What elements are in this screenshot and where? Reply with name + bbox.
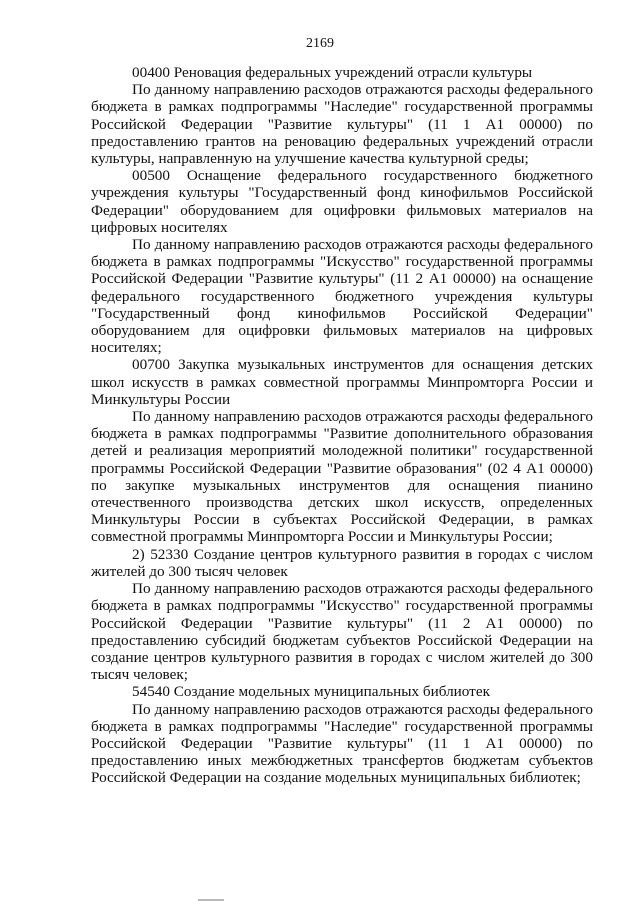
paragraph-00700-heading: 00700 Закупка музыкальных инструментов для оснащения детских школ искусств в рамках совместной программы Минпромторга России и Минкультуры России	[91, 356, 593, 408]
paragraph-00400-heading: 00400 Реновация федеральных учреждений отрасли культуры	[132, 64, 533, 81]
paragraph-52330-heading: 2) 52330 Создание центров культурного развития в городах с числом жителей до 300 тысяч человек	[91, 545, 593, 580]
paragraph-54540-description: По данному направлению расходов отражаются расходы федерального бюджета в рамках подпрограммы "Наследие" государственной программы Российской Федерации "Развитие культуры" (11 1 А1 00000) по предоставлению иных межбюджетных трансфертов бюджетам субъектов Российской Федерации на создание модельных муниципальных библиотек;	[91, 700, 593, 787]
paragraph-00700-description: По данному направлению расходов отражаются расходы федерального бюджета в рамках подпрограммы "Развитие дополнительного образования детей и реализация мероприятий молодежной политики" государственной программы Российской Федерации "Развитие образования" (02 4 А1 00000) по закупке музыкальных инструментов для оснащения пианино отечественного производства детских школ искусств, определенных Минкультуры России в субъектах Российской Федерации, в рамках совместной программы Минпромторга России и Минкультуры России;	[91, 408, 593, 546]
document-body	[91, 64, 593, 787]
paragraph-52330-description: По данному направлению расходов отражаются расходы федерального бюджета в рамках подпрограммы "Искусство" государственной программы Российской Федерации "Развитие культуры" (11 2 А1 00000) по предоставлению субсидий бюджетам субъектов Российской Федерации на создание центров культурного развития в городах с числом жителей до 300 тысяч человек;	[91, 580, 593, 684]
page-number: 2169	[306, 36, 334, 51]
scan-artifact-line	[198, 899, 224, 901]
paragraph-54540-heading: 54540 Создание модельных муниципальных библиотек	[132, 683, 490, 701]
paragraph-00500-description: По данному направлению расходов отражаются расходы федерального бюджета в рамках подпрограммы "Искусство" государственной программы Российской Федерации "Развитие культуры" (11 2 А1 00000) на оснащение федерального государственного бюджетного учреждения культуры "Государственный фонд кинофильмов Российской Федерации" оборудованием для оцифровки фильмовых материалов на цифровых носителях;	[91, 236, 593, 357]
paragraph-00500-heading: 00500 Оснащение федерального государственного бюджетного учреждения культуры "Государственный фонд кинофильмов Российской Федерации" оборудованием для оцифровки фильмовых материалов на цифровых носителях	[91, 167, 593, 236]
paragraph-00400-description: По данному направлению расходов отражаются расходы федерального бюджета в рамках подпрограммы "Наследие" государственной программы Российской Федерации "Развитие культуры" (11 1 А1 00000) по предоставлению грантов на реновацию федеральных учреждений отрасли культуры, направленную на улучшение качества культурной среды;	[91, 81, 593, 168]
